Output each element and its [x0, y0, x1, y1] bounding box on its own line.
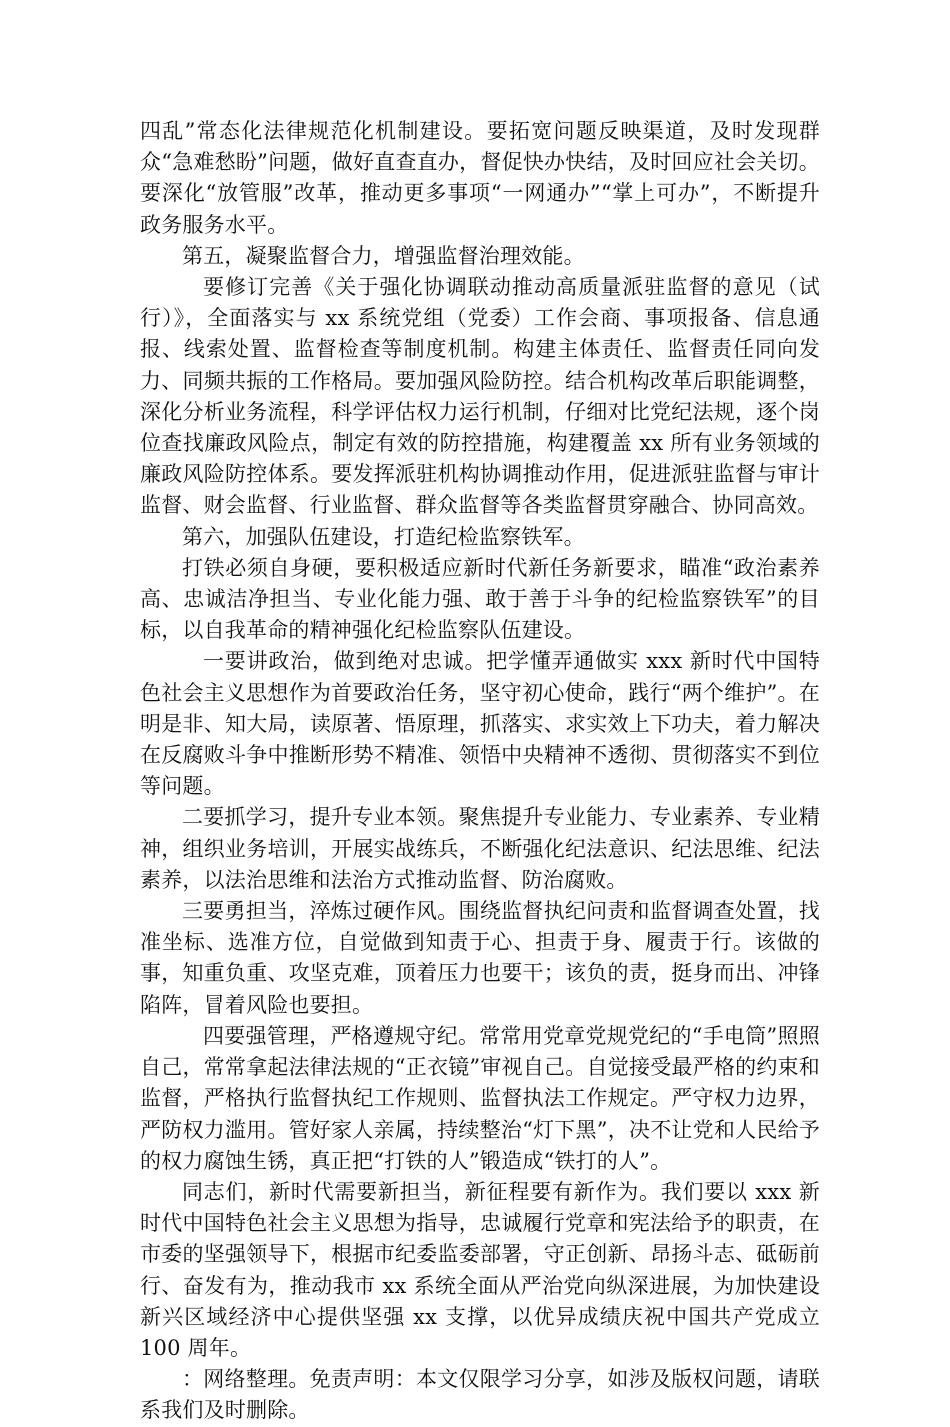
paragraph-2-heading-fifth: 第五，凝聚监督合力，增强监督治理效能。 — [182, 243, 585, 268]
document-body — [140, 116, 820, 1427]
paragraph-3: 要修订完善《关于强化协调联动推动高质量派驻监督的意见（试行）》，全面落实与 xx 系统党组（党委）工作会商、事项报备、信息通报、线索处置、监督检查等制度机制。构建主体责任、监督责任同向发力、同频共振的工作格局。要加强风险防控。结合机构改革后职能调整，深化分析业务流程，科学评估权力运行机制，仔细对比党纪法规，逐个岗位查找廉政风险点，制定有效的防控措施，构建覆盖 xx 所有业务领域的廉政风险防控体系。要发挥派驻机构协调推动作用，促进派驻监督与审计监督、财会监督、行业监督、群众监督等各类监督贯穿融合、协同高效。 — [140, 275, 820, 518]
paragraph-6: 一要讲政治，做到绝对忠诚。把学懂弄通做实 xxx 新时代中国特色社会主义思想作为首要政治任务，坚守初心使命，践行“两个维护”。在明是非、知大局，读原著、悟原理，抓落实、求实效上下功夫，着力解决在反腐败斗争中推断形势不精准、领悟中央精神不透彻、贯彻落实不到位等问题。 — [140, 649, 820, 799]
paragraph-10: 同志们，新时代需要新担当，新征程要有新作为。我们要以 xxx 新时代中国特色社会主义思想为指导，忠诚履行党章和宪法给予的职责，在市委的坚强领导下，根据市纪委监委部署，守正创新、昂扬斗志、砥砺前行、奋发有为，推动我市 xx 系统全面从严治党向纵深进展，为加快建设新兴区域经济中心提供坚强 xx 支撑，以优异成绩庆祝中国共产党成立 100 周年。 — [140, 1179, 820, 1360]
disclaimer-paragraph: ：网络整理。免责声明：本文仅限学习分享，如涉及版权问题，请联系我们及时删除。 — [140, 1367, 820, 1423]
paragraph-7: 二要抓学习，提升专业本领。聚焦提升专业能力、专业素养、专业精神，组织业务培训，开展实战练兵，不断强化纪法意识、纪法思维、纪法素养，以法治思维和法治方式推动监督、防治腐败。 — [140, 805, 820, 892]
paragraph-8: 三要勇担当，淬炼过硬作风。围绕监督执纪问责和监督调查处置，找准坐标、选准方位，自觉做到知责于心、担责于身、履责于行。该做的事，知重负重、攻坚克难，顶着压力也要干；该负的责，挺身而出、冲锋陷阵，冒着风险也要担。 — [140, 899, 820, 1017]
paragraph-9: 四要强管理，严格遵规守纪。常常用党章党规党纪的“手电筒”照照自己，常常拿起法律法规的“正衣镜”审视自己。自觉接受最严格的约束和监督，严格执行监督执纪工作规则、监督执法工作规定。严守权力边界，严防权力滥用。管好家人亲属，持续整治“灯下黑”，决不让党和人民给予的权力腐蚀生锈，真正把“打铁的人”锻造成“铁打的人”。 — [140, 1023, 820, 1173]
paragraph-1: 四乱”常态化法律规范化机制建设。要拓宽问题反映渠道，及时发现群众“急难愁盼”问题，做好直查直办，督促快办快结，及时回应社会关切。要深化“放管服”改革，推动更多事项“一网通办”“掌上可办”，不断提升政务服务水平。 — [140, 119, 820, 237]
paragraph-5: 打铁必须自身硬，要积极适应新时代新任务新要求，瞄准“政治素养高、忠诚洁净担当、专业化能力强、敢于善于斗争的纪检监察铁军”的目标，以自我革命的精神强化纪检监察队伍建设。 — [140, 555, 820, 643]
paragraph-4-heading-sixth: 第六，加强队伍建设，打造纪检监察铁军。 — [182, 524, 585, 549]
